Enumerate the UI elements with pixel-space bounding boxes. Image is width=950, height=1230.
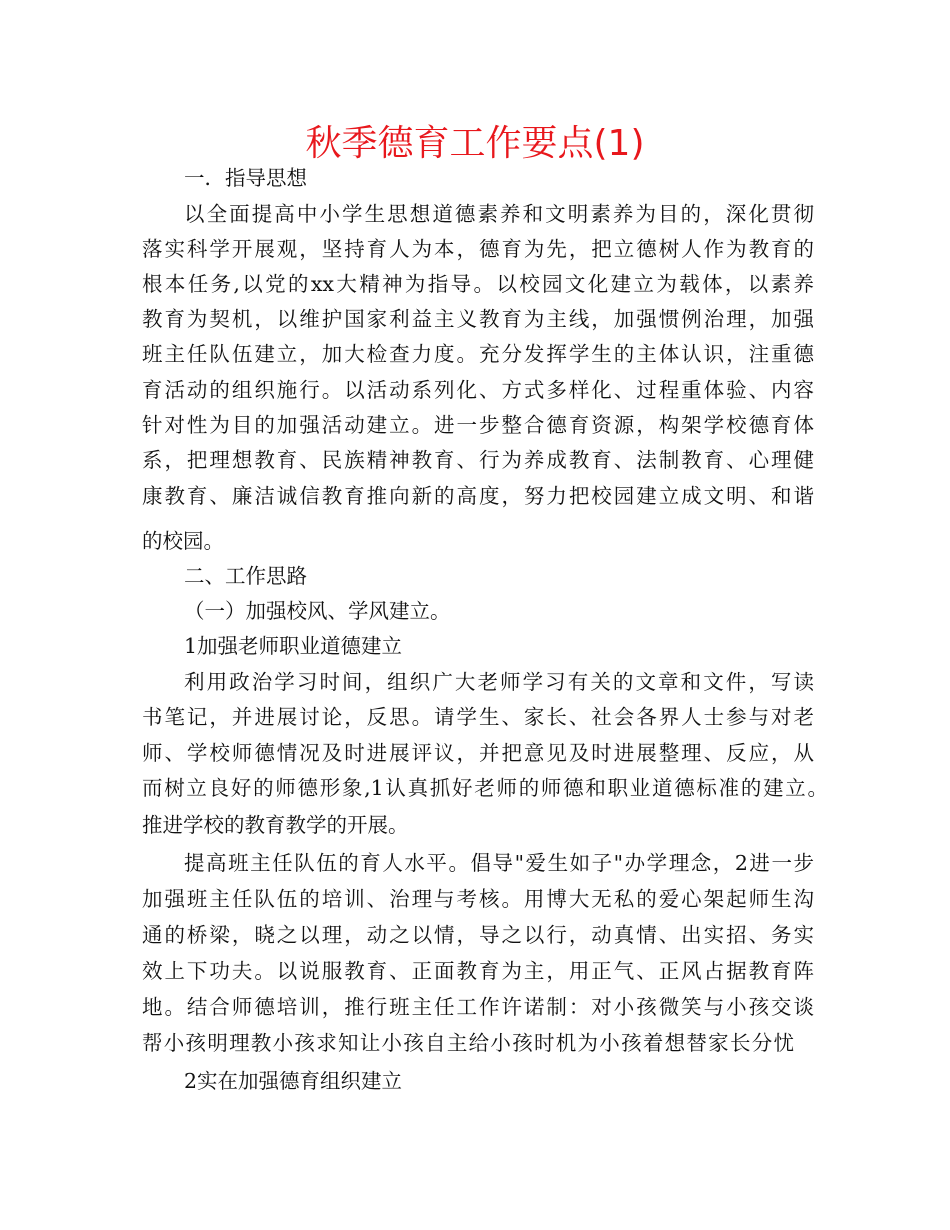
paragraph-line: 班主任队伍建立，加大检查力度。充分发挥学生的主体认识，注重德	[142, 342, 814, 366]
paragraph-line: 教育为契机，以维护国家利益主义教育为主线，加强惯例治理，加强	[142, 307, 814, 331]
paragraph-line: 康教育、廉洁诚信教育推向新的高度，努力把校园建立成文明、和谐	[142, 484, 814, 508]
paragraph-line: 根本任务,以党的xx大精神为指导。以校园文化建立为载体，以素养	[142, 272, 814, 296]
paragraph-line: 帮小孩明理教小孩求知让小孩自主给小孩时机为小孩着想替家长分忧	[142, 1031, 794, 1055]
paragraph-line: 而树立良好的师德形象,1认真抓好老师的师德和职业道德标准的建立。	[142, 776, 828, 800]
paragraph-line: 推进学校的教育教学的开展。	[142, 813, 409, 837]
paragraph-line: 效上下功夫。以说服教育、正面教育为主，用正气、正风占据教育阵	[142, 959, 814, 983]
document-title: 秋季德育工作要点(1)	[305, 123, 645, 164]
paragraph-line: 落实科学开展观，坚持育人为本，德育为先，把立德树人作为教育的	[142, 237, 814, 261]
paragraph-line: 以全面提高中小学生思想道德素养和文明素养为目的，深化贯彻	[184, 202, 814, 226]
item-heading: 1加强老师职业道德建立	[184, 634, 403, 658]
paragraph-line: 利用政治学习时间，组织广大老师学习有关的文章和文件，写读	[184, 670, 814, 694]
subsection-heading: （一）加强校风、学风建立。	[184, 599, 451, 623]
paragraph-line: 师、学校师德情况及时进展评议，并把意见及时进展整理、反应，从	[142, 741, 814, 765]
section-heading: 二、工作思路	[184, 564, 307, 588]
paragraph-line: 书笔记，并进展讨论，反思。请学生、家长、社会各界人士参与对老	[142, 705, 814, 729]
paragraph-line: 地。结合师德培训，推行班主任工作许诺制：对小孩微笑与小孩交谈	[142, 995, 814, 1019]
paragraph-line: 的校园。	[142, 529, 224, 553]
paragraph-line: 系，把理想教育、民族精神教育、行为养成教育、法制教育、心理健	[142, 448, 814, 472]
paragraph-line: 育活动的组织施行。以活动系列化、方式多样化、过程重体验、内容	[142, 378, 814, 402]
paragraph-line: 提高班主任队伍的育人水平。倡导"爱生如子"办学理念，2进一步	[184, 851, 814, 875]
paragraph-line: 针对性为目的加强活动建立。进一步整合德育资源，构架学校德育体	[142, 413, 814, 437]
item-heading: 2实在加强德育组织建立	[184, 1069, 403, 1093]
paragraph-line: 加强班主任队伍的培训、治理与考核。用博大无私的爱心架起师生沟	[142, 887, 814, 911]
section-heading: 一．指导思想	[184, 166, 307, 190]
paragraph-line: 通的桥梁，晓之以理，动之以情，导之以行，动真情、出实招、务实	[142, 923, 814, 947]
